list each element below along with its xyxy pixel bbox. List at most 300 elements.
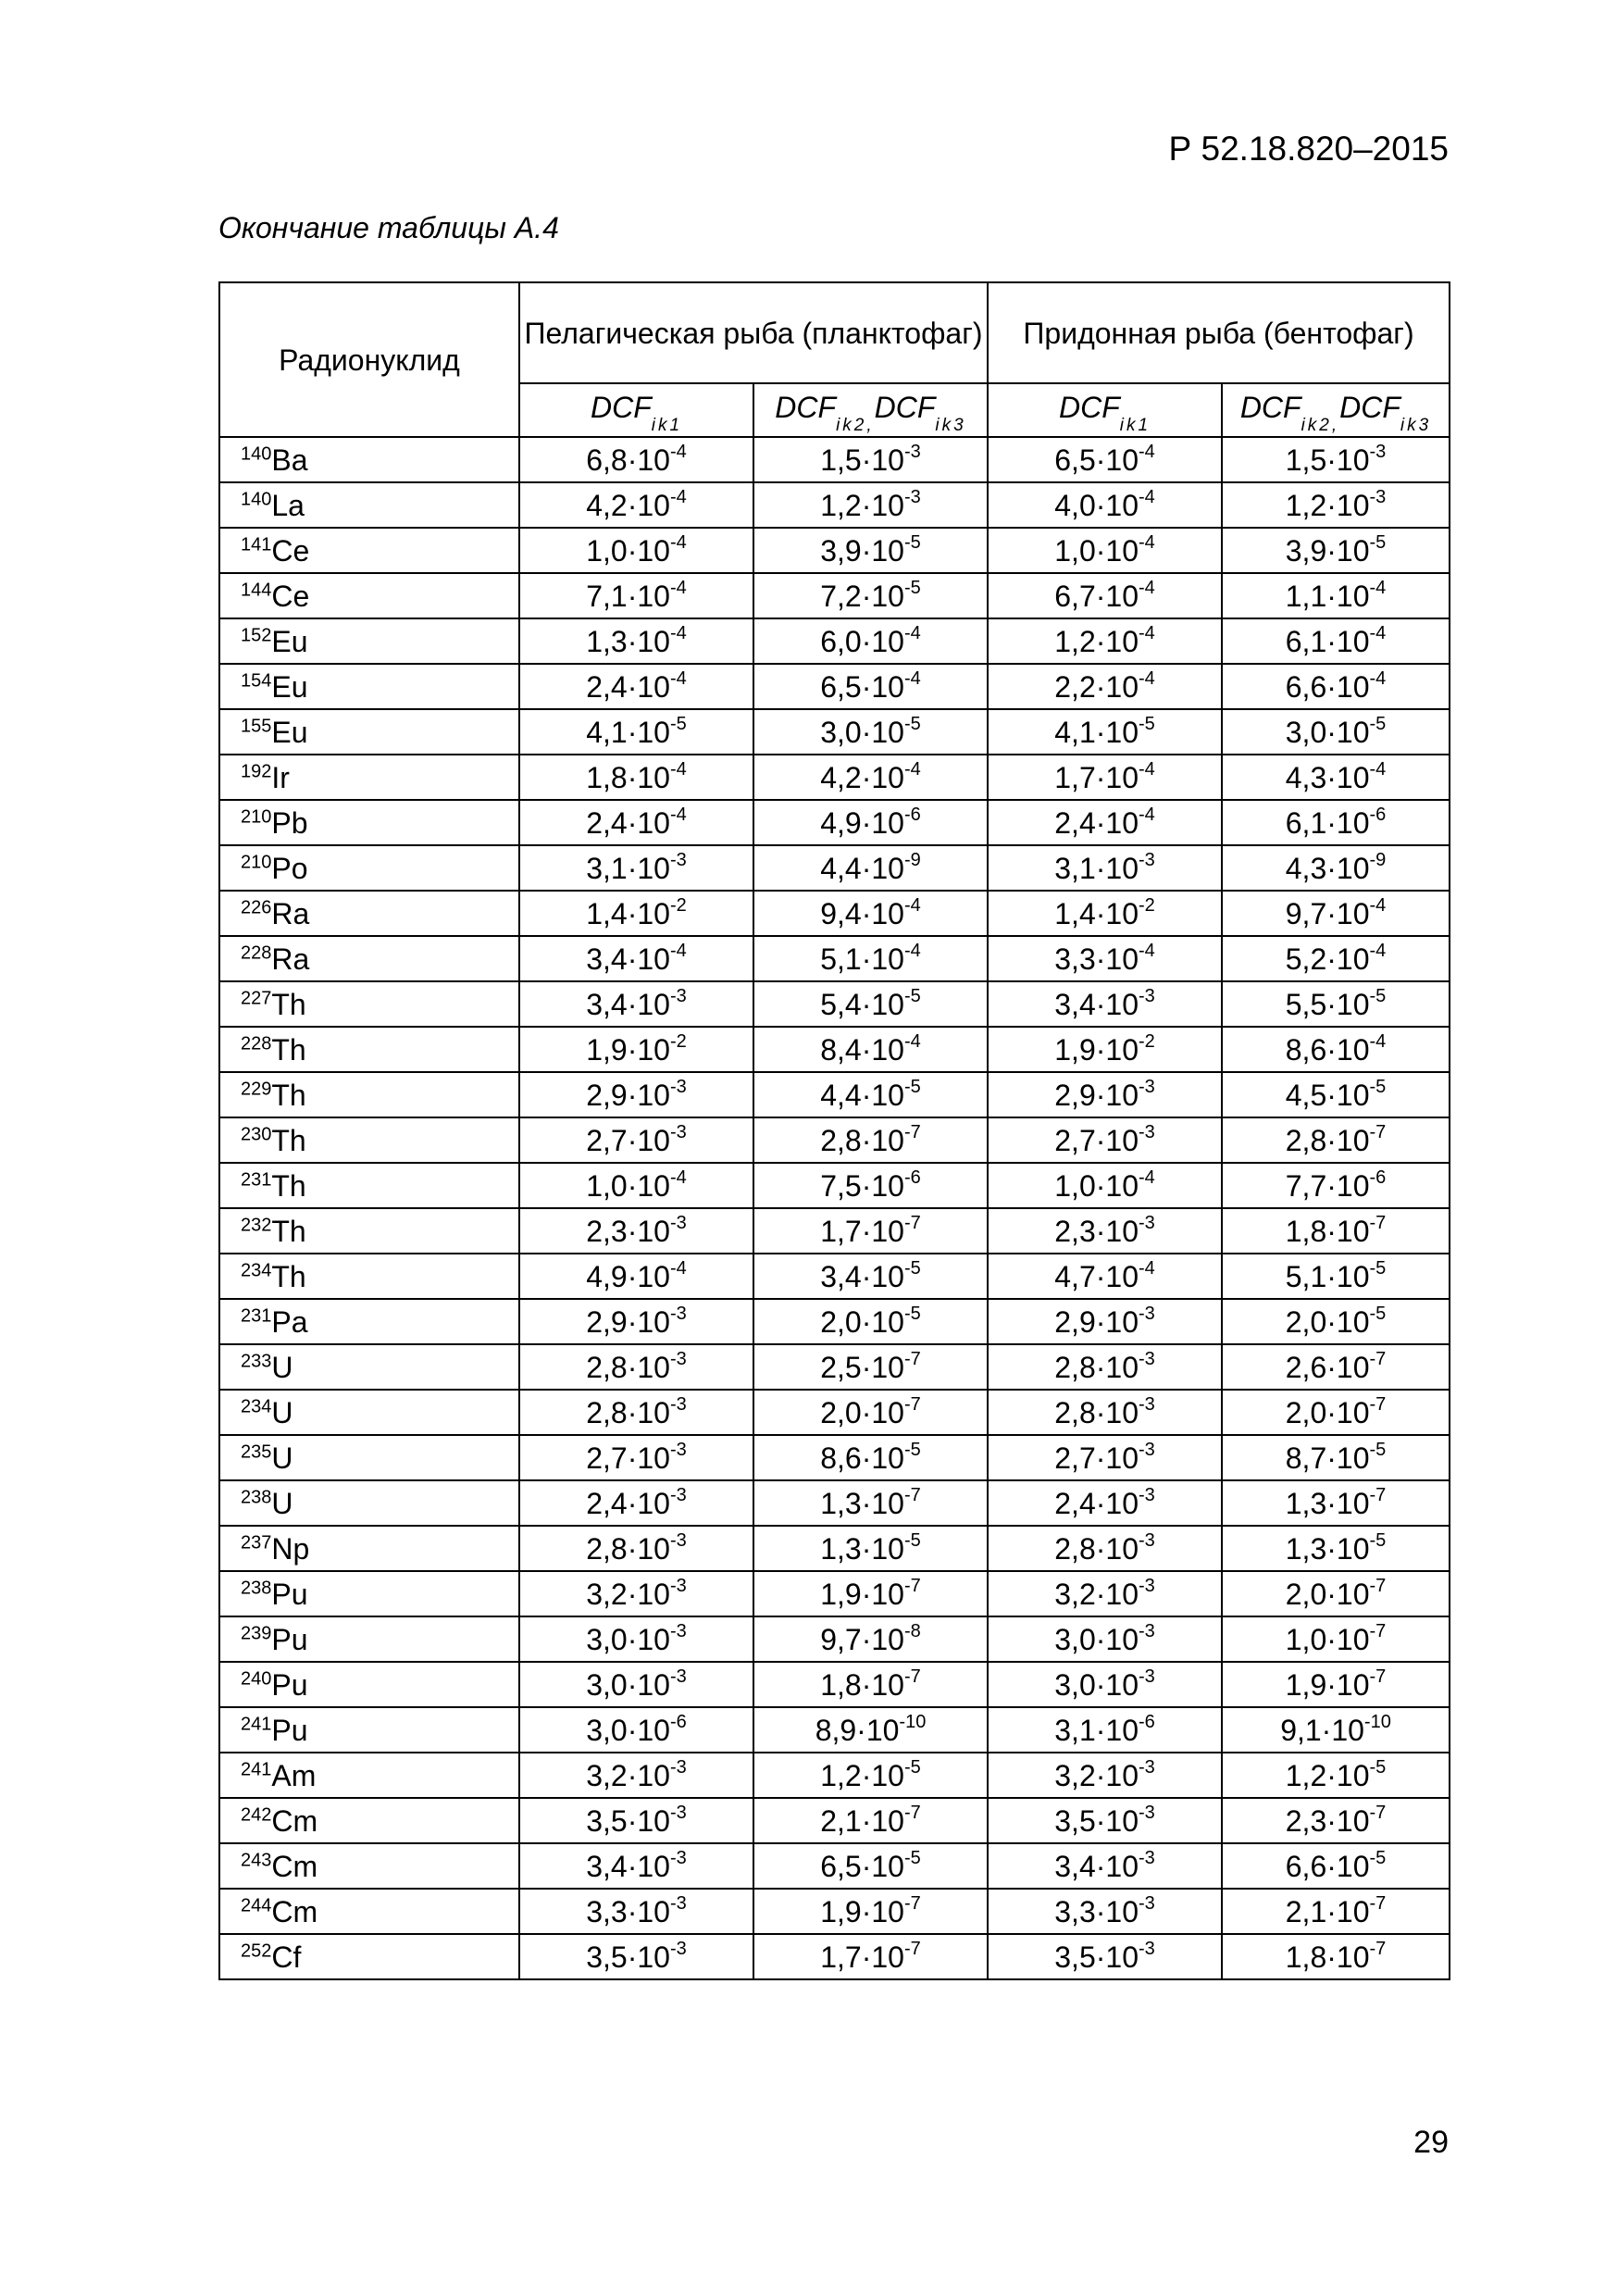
mass-number: 240 — [241, 1667, 272, 1689]
document-code: Р 52.18.820–2015 — [1168, 130, 1449, 168]
exponent: -3 — [1138, 1121, 1155, 1142]
dcf-value-cell: $5,4\cdot 10^{-5}$ — [753, 981, 988, 1027]
mantissa: 4,3 — [1285, 851, 1327, 885]
element-symbol: La — [271, 488, 305, 522]
dcf-value-cell: $6,1\cdot 10^{-4}$ — [1222, 618, 1450, 664]
mass-number: 154 — [241, 669, 272, 691]
mantissa: 1,8 — [820, 1667, 862, 1702]
radionuclide-cell — [219, 1254, 519, 1299]
mantissa: 4,2 — [586, 488, 628, 522]
exponent: -5 — [1369, 985, 1387, 1006]
mantissa: 2,0 — [1285, 1304, 1327, 1339]
dcf-value-cell: $2,0\cdot 10^{-5}$ — [1222, 1299, 1450, 1344]
table-row — [219, 1662, 1450, 1707]
exponent: -3 — [669, 1121, 687, 1142]
mantissa: 2,7 — [586, 1441, 628, 1475]
element-symbol: Pu — [271, 1667, 308, 1702]
subheader-dcf-ik2-ik3: $DCF_{ik2,}DCF_{ik3}$ — [753, 383, 988, 437]
exponent: -3 — [1138, 1076, 1155, 1097]
dcf-value-cell: $6,8\cdot 10^{-4}$ — [519, 437, 753, 482]
dcf-value-cell: $8,9\cdot 10^{-10}$ — [753, 1707, 988, 1753]
exponent: -4 — [1369, 577, 1387, 598]
exponent: -7 — [1369, 1802, 1387, 1823]
mantissa: 2,6 — [1285, 1350, 1327, 1384]
exponent: -5 — [1138, 713, 1155, 734]
dcf-value-cell: $6,5\cdot 10^{-5}$ — [753, 1843, 988, 1889]
radionuclide-cell — [219, 1934, 519, 1979]
element-symbol: Pb — [271, 805, 308, 840]
dcf-value-cell: $8,7\cdot 10^{-5}$ — [1222, 1435, 1450, 1480]
dcf-value-cell: $2,3\cdot 10^{-3}$ — [519, 1208, 753, 1254]
dcf-value-cell: $2,0\cdot 10^{-7}$ — [1222, 1390, 1450, 1435]
exponent: -5 — [1369, 1439, 1387, 1460]
mantissa: 2,3 — [586, 1214, 628, 1248]
dcf-value-cell: $3,3\cdot 10^{-3}$ — [519, 1889, 753, 1934]
dcf-value-cell: $3,5\cdot 10^{-3}$ — [519, 1934, 753, 1979]
mantissa: 1,4 — [1054, 896, 1096, 930]
exponent: -3 — [1138, 1393, 1155, 1415]
radionuclide-cell — [219, 800, 519, 845]
exponent: -3 — [669, 849, 687, 870]
mantissa: 9,7 — [1285, 896, 1327, 930]
dcf-value-cell: $1,9\cdot 10^{-7}$ — [1222, 1662, 1450, 1707]
mantissa: 2,8 — [1054, 1350, 1096, 1384]
mantissa: 4,1 — [1054, 715, 1096, 749]
mantissa: 3,1 — [586, 851, 628, 885]
mantissa: 2,4 — [1054, 805, 1096, 840]
mantissa: 5,1 — [820, 942, 862, 976]
mantissa: 1,9 — [820, 1894, 862, 1928]
mantissa: 7,7 — [1285, 1168, 1327, 1203]
mantissa: 3,2 — [586, 1758, 628, 1792]
exponent: -4 — [903, 622, 921, 643]
mantissa: 5,2 — [1285, 942, 1327, 976]
exponent: -4 — [903, 894, 921, 916]
dcf-value-cell: $4,1\cdot 10^{-5}$ — [519, 709, 753, 755]
mantissa: 3,5 — [586, 1803, 628, 1838]
table-row — [219, 573, 1450, 618]
dcf-value-cell: $1,4\cdot 10^{-2}$ — [988, 891, 1222, 936]
mass-number: 155 — [241, 715, 272, 736]
exponent: -4 — [1138, 622, 1155, 643]
exponent: -9 — [1369, 849, 1387, 870]
exponent: -4 — [669, 577, 687, 598]
dcf-value-cell: $2,5\cdot 10^{-7}$ — [753, 1344, 988, 1390]
radionuclide-cell — [219, 618, 519, 664]
table-row — [219, 845, 1450, 891]
mantissa: 6,8 — [586, 443, 628, 477]
mantissa: 1,0 — [1285, 1622, 1327, 1656]
exponent: -3 — [669, 1575, 687, 1596]
mantissa: 3,9 — [1285, 533, 1327, 568]
mantissa: 2,0 — [820, 1304, 862, 1339]
element-symbol: Th — [271, 1032, 306, 1067]
exponent: -7 — [1369, 1575, 1387, 1596]
mantissa: 2,0 — [1285, 1577, 1327, 1611]
exponent: -7 — [1369, 1938, 1387, 1959]
mantissa: 4,0 — [1054, 488, 1096, 522]
exponent: -4 — [669, 758, 687, 780]
mantissa: 3,0 — [1285, 715, 1327, 749]
dcf-value-cell: $1,8\cdot 10^{-7}$ — [1222, 1208, 1450, 1254]
element-symbol: Np — [271, 1531, 310, 1566]
mantissa: 1,9 — [1285, 1667, 1327, 1702]
mantissa: 1,3 — [586, 624, 628, 658]
mantissa: 1,3 — [1285, 1486, 1327, 1520]
exponent: -2 — [1138, 1030, 1155, 1052]
dcf-value-cell: $6,6\cdot 10^{-5}$ — [1222, 1843, 1450, 1889]
dcf-value-cell: $9,7\cdot 10^{-4}$ — [1222, 891, 1450, 936]
mantissa: 3,0 — [1054, 1622, 1096, 1656]
exponent: -7 — [903, 1212, 921, 1233]
dcf-value-cell: $3,9\cdot 10^{-5}$ — [753, 528, 988, 573]
radionuclide-cell — [219, 981, 519, 1027]
mass-number: 233 — [241, 1350, 272, 1371]
mantissa: 3,4 — [1054, 1849, 1096, 1883]
dcf-value-cell: $4,2\cdot 10^{-4}$ — [519, 482, 753, 528]
mantissa: 2,8 — [1054, 1531, 1096, 1566]
dcf-value-cell: $5,5\cdot 10^{-5}$ — [1222, 981, 1450, 1027]
dcf-value-cell: $2,1\cdot 10^{-7}$ — [1222, 1889, 1450, 1934]
mantissa: 2,3 — [1285, 1803, 1327, 1838]
exponent: -3 — [669, 1847, 687, 1868]
element-symbol: Ce — [271, 533, 310, 568]
exponent: -4 — [669, 531, 687, 553]
dcf-value-cell: $2,7\cdot 10^{-3}$ — [988, 1435, 1222, 1480]
mantissa: 3,4 — [1054, 987, 1096, 1021]
mantissa: 5,4 — [820, 987, 862, 1021]
radionuclide-cell — [219, 1526, 519, 1571]
mantissa: 3,5 — [1054, 1940, 1096, 1974]
radionuclide-cell — [219, 528, 519, 573]
mantissa: 3,0 — [586, 1622, 628, 1656]
exponent: -3 — [1138, 1802, 1155, 1823]
mantissa: 2,1 — [1285, 1894, 1327, 1928]
radionuclide-cell — [219, 845, 519, 891]
dcf-value-cell: $2,3\cdot 10^{-3}$ — [988, 1208, 1222, 1254]
exponent: -4 — [1138, 940, 1155, 961]
radionuclide-cell — [219, 1480, 519, 1526]
table-row — [219, 1117, 1450, 1163]
dcf-value-cell: $2,9\cdot 10^{-3}$ — [988, 1072, 1222, 1117]
exponent: -4 — [903, 668, 921, 689]
dcf-value-cell: $1,0\cdot 10^{-4}$ — [988, 528, 1222, 573]
mass-number: 227 — [241, 987, 272, 1008]
mantissa: 8,6 — [820, 1441, 862, 1475]
dcf-value-cell: $2,0\cdot 10^{-5}$ — [753, 1299, 988, 1344]
exponent: -3 — [1138, 1439, 1155, 1460]
dcf-value-cell: $1,3\cdot 10^{-7}$ — [753, 1480, 988, 1526]
dcf-value-cell: $8,6\cdot 10^{-4}$ — [1222, 1027, 1450, 1072]
dcf-value-cell: $1,3\cdot 10^{-5}$ — [753, 1526, 988, 1571]
mass-number: 237 — [241, 1531, 272, 1553]
exponent: -4 — [669, 441, 687, 462]
mantissa: 6,0 — [820, 624, 862, 658]
exponent: -10 — [899, 1711, 927, 1732]
exponent: -2 — [669, 894, 687, 916]
dcf-value-cell: $6,7\cdot 10^{-4}$ — [988, 573, 1222, 618]
mantissa: 1,5 — [820, 443, 862, 477]
exponent: -3 — [669, 1666, 687, 1687]
dcf-value-cell: $7,1\cdot 10^{-4}$ — [519, 573, 753, 618]
exponent: -4 — [1138, 758, 1155, 780]
table-row — [219, 482, 1450, 528]
exponent: -7 — [903, 1802, 921, 1823]
exponent: -3 — [1138, 1484, 1155, 1505]
mantissa: 3,0 — [1054, 1667, 1096, 1702]
table-row — [219, 1072, 1450, 1117]
mass-number: 244 — [241, 1894, 272, 1915]
dcf-value-cell: $3,3\cdot 10^{-3}$ — [988, 1889, 1222, 1934]
table-row — [219, 1254, 1450, 1299]
table-row — [219, 891, 1450, 936]
mantissa: 6,1 — [1285, 624, 1327, 658]
exponent: -7 — [903, 1575, 921, 1596]
element-symbol: U — [271, 1350, 293, 1384]
mass-number: 141 — [241, 533, 272, 555]
exponent: -4 — [1138, 531, 1155, 553]
dcf-value-cell: $4,9\cdot 10^{-6}$ — [753, 800, 988, 845]
mantissa: 2,7 — [586, 1123, 628, 1157]
mass-number: 232 — [241, 1214, 272, 1235]
subheader-dcf-ik1: $DCF_{ik1}$ — [988, 383, 1222, 437]
table-row — [219, 800, 1450, 845]
dcf-value-cell: $2,1\cdot 10^{-7}$ — [753, 1798, 988, 1843]
element-symbol: Cm — [271, 1894, 318, 1928]
mass-number: 252 — [241, 1940, 272, 1961]
dcf-value-cell: $1,9\cdot 10^{-2}$ — [519, 1027, 753, 1072]
dcf-value-cell: $4,0\cdot 10^{-4}$ — [988, 482, 1222, 528]
radionuclide-cell — [219, 755, 519, 800]
mantissa: 2,4 — [1054, 1486, 1096, 1520]
mantissa: 3,3 — [1054, 942, 1096, 976]
element-symbol: Th — [271, 1259, 306, 1293]
exponent: -5 — [903, 577, 921, 598]
mantissa: 1,9 — [820, 1577, 862, 1611]
dcf-value-cell: $2,0\cdot 10^{-7}$ — [753, 1390, 988, 1435]
dcf-table — [218, 281, 1450, 1980]
dcf-value-cell: $2,7\cdot 10^{-3}$ — [519, 1435, 753, 1480]
radionuclide-cell — [219, 1299, 519, 1344]
dcf-value-cell: $3,0\cdot 10^{-3}$ — [519, 1662, 753, 1707]
table-row — [219, 936, 1450, 981]
mantissa: 1,9 — [1054, 1032, 1096, 1067]
dcf-value-cell: $2,0\cdot 10^{-7}$ — [1222, 1571, 1450, 1616]
exponent: -4 — [1369, 1030, 1387, 1052]
exponent: -5 — [903, 985, 921, 1006]
table-row — [219, 1480, 1450, 1526]
mass-number: 231 — [241, 1304, 272, 1326]
mass-number: 242 — [241, 1803, 272, 1825]
radionuclide-cell — [219, 1344, 519, 1390]
radionuclide-cell — [219, 1707, 519, 1753]
subheader-dcf-ik1: $DCF_{ik1}$ — [519, 383, 753, 437]
mantissa: 3,4 — [586, 942, 628, 976]
exponent: -7 — [1369, 1620, 1387, 1641]
dcf-value-cell: $1,0\cdot 10^{-4}$ — [519, 528, 753, 573]
mantissa: 1,1 — [1285, 579, 1327, 613]
table-row — [219, 1571, 1450, 1616]
radionuclide-cell — [219, 709, 519, 755]
exponent: -3 — [1138, 1575, 1155, 1596]
mantissa: 1,3 — [820, 1486, 862, 1520]
mass-number: 241 — [241, 1713, 272, 1734]
exponent: -3 — [903, 486, 921, 507]
table-row — [219, 528, 1450, 573]
exponent: -3 — [669, 1303, 687, 1324]
exponent: -3 — [669, 1802, 687, 1823]
mantissa: 2,9 — [1054, 1078, 1096, 1112]
exponent: -7 — [903, 1666, 921, 1687]
mantissa: 2,8 — [586, 1531, 628, 1566]
element-symbol: Ra — [271, 942, 310, 976]
radionuclide-cell — [219, 1571, 519, 1616]
mantissa: 4,9 — [820, 805, 862, 840]
dcf-value-cell: $3,3\cdot 10^{-4}$ — [988, 936, 1222, 981]
dcf-value-cell: $1,9\cdot 10^{-7}$ — [753, 1571, 988, 1616]
mantissa: 2,4 — [586, 669, 628, 704]
element-symbol: Th — [271, 987, 306, 1021]
exponent: -4 — [903, 1030, 921, 1052]
mantissa: 2,3 — [1054, 1214, 1096, 1248]
exponent: -4 — [1138, 441, 1155, 462]
exponent: -9 — [903, 849, 921, 870]
exponent: -6 — [669, 1711, 687, 1732]
table-row — [219, 437, 1450, 482]
exponent: -3 — [669, 1938, 687, 1959]
exponent: -7 — [1369, 1892, 1387, 1914]
dcf-value-cell: $9,7\cdot 10^{-8}$ — [753, 1616, 988, 1662]
radionuclide-cell — [219, 1163, 519, 1208]
mass-number: 144 — [241, 579, 272, 600]
exponent: -4 — [669, 668, 687, 689]
mantissa: 1,2 — [820, 488, 862, 522]
dcf-value-cell: $3,4\cdot 10^{-3}$ — [519, 1843, 753, 1889]
dcf-value-cell: $3,1\cdot 10^{-3}$ — [519, 845, 753, 891]
element-symbol: Ir — [271, 760, 290, 794]
mantissa: 2,4 — [586, 1486, 628, 1520]
exponent: -3 — [669, 1620, 687, 1641]
table-row — [219, 1707, 1450, 1753]
exponent: -4 — [1369, 668, 1387, 689]
dcf-value-cell: $3,0\cdot 10^{-3}$ — [988, 1662, 1222, 1707]
radionuclide-cell — [219, 1435, 519, 1480]
exponent: -4 — [903, 758, 921, 780]
exponent: -3 — [1138, 1938, 1155, 1959]
dcf-value-cell: $3,2\cdot 10^{-3}$ — [988, 1753, 1222, 1798]
mass-number: 210 — [241, 805, 272, 827]
exponent: -4 — [1138, 1257, 1155, 1279]
mantissa: 4,3 — [1285, 760, 1327, 794]
mantissa: 4,2 — [820, 760, 862, 794]
exponent: -5 — [903, 531, 921, 553]
mass-number: 238 — [241, 1577, 272, 1598]
element-symbol: Am — [271, 1758, 317, 1792]
radionuclide-cell — [219, 1662, 519, 1707]
dcf-value-cell: $1,8\cdot 10^{-7}$ — [753, 1662, 988, 1707]
mantissa: 2,9 — [586, 1078, 628, 1112]
exponent: -4 — [669, 1167, 687, 1188]
header-bottom-fish: Придонная рыба (бентофаг) — [988, 282, 1450, 383]
mantissa: 1,2 — [820, 1758, 862, 1792]
exponent: -7 — [1369, 1348, 1387, 1369]
exponent: -4 — [1138, 486, 1155, 507]
dcf-value-cell: $3,4\cdot 10^{-4}$ — [519, 936, 753, 981]
dcf-value-cell: $3,4\cdot 10^{-3}$ — [988, 981, 1222, 1027]
mass-number: 228 — [241, 1032, 272, 1054]
radionuclide-cell — [219, 1027, 519, 1072]
mantissa: 1,0 — [586, 533, 628, 568]
mass-number: 140 — [241, 488, 272, 509]
mantissa: 1,9 — [586, 1032, 628, 1067]
exponent: -3 — [1138, 1212, 1155, 1233]
element-symbol: Pu — [271, 1577, 308, 1611]
element-symbol: U — [271, 1441, 293, 1475]
mantissa: 1,8 — [586, 760, 628, 794]
dcf-value-cell: $6,1\cdot 10^{-6}$ — [1222, 800, 1450, 845]
mantissa: 1,8 — [1285, 1214, 1327, 1248]
dcf-value-cell: $2,2\cdot 10^{-4}$ — [988, 664, 1222, 709]
dcf-value-cell: $7,7\cdot 10^{-6}$ — [1222, 1163, 1450, 1208]
exponent: -6 — [1369, 1167, 1387, 1188]
mantissa: 8,6 — [1285, 1032, 1327, 1067]
mantissa: 3,9 — [820, 533, 862, 568]
exponent: -4 — [903, 940, 921, 961]
element-symbol: Eu — [271, 715, 308, 749]
dcf-value-cell: $2,4\cdot 10^{-3}$ — [988, 1480, 1222, 1526]
exponent: -5 — [903, 1529, 921, 1551]
exponent: -3 — [669, 985, 687, 1006]
table-body — [219, 437, 1450, 1979]
dcf-value-cell: $5,2\cdot 10^{-4}$ — [1222, 936, 1450, 981]
mantissa: 6,6 — [1285, 669, 1327, 704]
dcf-value-cell: $3,2\cdot 10^{-3}$ — [519, 1753, 753, 1798]
dcf-value-cell: $4,2\cdot 10^{-4}$ — [753, 755, 988, 800]
mass-number: 234 — [241, 1259, 272, 1280]
dcf-value-cell: $3,5\cdot 10^{-3}$ — [988, 1934, 1222, 1979]
mantissa: 3,2 — [1054, 1758, 1096, 1792]
mass-number: 239 — [241, 1622, 272, 1643]
exponent: -3 — [1138, 1529, 1155, 1551]
mantissa: 2,1 — [820, 1803, 862, 1838]
mantissa: 3,1 — [1054, 1713, 1096, 1747]
dcf-value-cell: $1,1\cdot 10^{-4}$ — [1222, 573, 1450, 618]
mantissa: 1,3 — [820, 1531, 862, 1566]
radionuclide-cell — [219, 1889, 519, 1934]
dcf-value-cell: $4,1\cdot 10^{-5}$ — [988, 709, 1222, 755]
exponent: -5 — [1369, 1303, 1387, 1324]
mantissa: 3,5 — [1054, 1803, 1096, 1838]
exponent: -5 — [903, 1257, 921, 1279]
exponent: -6 — [903, 1167, 921, 1188]
dcf-value-cell: $3,0\cdot 10^{-3}$ — [519, 1616, 753, 1662]
dcf-value-cell: $2,4\cdot 10^{-3}$ — [519, 1480, 753, 1526]
table-row — [219, 1843, 1450, 1889]
dcf-value-cell: $3,2\cdot 10^{-3}$ — [988, 1571, 1222, 1616]
mass-number: 243 — [241, 1849, 272, 1870]
dcf-value-cell: $1,7\cdot 10^{-7}$ — [753, 1934, 988, 1979]
exponent: -4 — [669, 1257, 687, 1279]
exponent: -7 — [1369, 1484, 1387, 1505]
mantissa: 3,4 — [820, 1259, 862, 1293]
header-radionuclide: Радионуклид — [219, 282, 519, 437]
dcf-value-cell: $2,7\cdot 10^{-3}$ — [519, 1117, 753, 1163]
exponent: -7 — [1369, 1212, 1387, 1233]
radionuclide-cell — [219, 1616, 519, 1662]
element-symbol: Pu — [271, 1622, 308, 1656]
exponent: -5 — [903, 713, 921, 734]
exponent: -5 — [903, 1303, 921, 1324]
